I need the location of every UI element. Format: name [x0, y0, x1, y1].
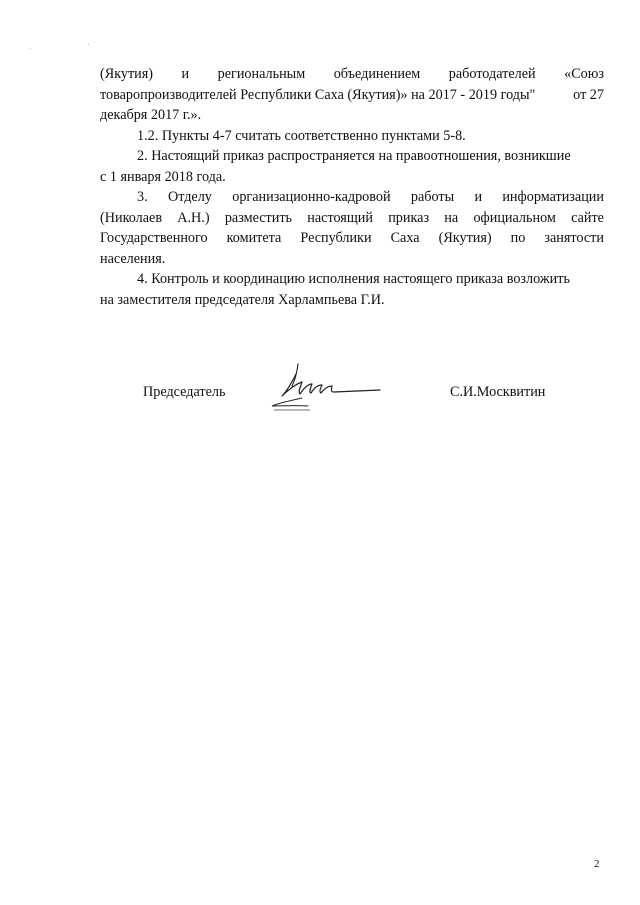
signatory-name: С.И.Москвитин — [450, 384, 546, 400]
word: (Якутия) — [100, 66, 154, 82]
text-line: декабря 2017 г.». — [100, 107, 202, 123]
word: Государственного — [100, 230, 208, 246]
word: А.Н.) — [177, 209, 210, 226]
document-body — [100, 64, 604, 310]
word: объединением — [333, 66, 421, 82]
word: региональным — [217, 66, 306, 82]
word: на — [444, 209, 459, 226]
word: официальном — [473, 209, 556, 226]
text-line — [100, 187, 604, 208]
text-line: населения. — [100, 250, 166, 267]
word: и — [181, 66, 190, 82]
text-line: 2. Настоящий приказ распространяется на правоотношения, возникшие — [137, 148, 571, 164]
word: комитета — [226, 230, 282, 246]
word: сайте — [571, 209, 604, 226]
word: по — [510, 230, 526, 246]
text-segment: от 27 — [573, 86, 604, 103]
word: работодателей — [448, 66, 536, 82]
word: настоящий — [307, 209, 373, 226]
signatory-title: Председатель — [143, 384, 226, 400]
word: Республики — [300, 230, 372, 246]
word: работы — [410, 189, 455, 205]
word: Саха — [390, 230, 420, 246]
text-line: на заместителя председателя Харлампьева Г.И. — [100, 291, 385, 308]
text-line: с 1 января 2018 года. — [100, 168, 226, 185]
word: приказ — [388, 209, 430, 226]
text-line — [100, 208, 604, 229]
word: (Николаев — [100, 209, 163, 226]
word: и — [474, 189, 483, 205]
text-line — [100, 85, 604, 106]
signature-block — [0, 356, 640, 416]
word: информатизации — [502, 189, 604, 205]
handwritten-signature — [262, 356, 382, 414]
text-line — [100, 228, 604, 249]
scan-specks — [30, 40, 110, 60]
word: (Якутия) — [438, 230, 492, 246]
text-line: 1.2. Пункты 4-7 считать соответственно пунктами 5-8. — [137, 127, 466, 144]
word: «Союз — [564, 66, 604, 82]
word: организационно-кадровой — [232, 189, 391, 205]
word: разместить — [224, 209, 293, 226]
page-number: 2 — [594, 858, 600, 870]
word: занятости — [544, 230, 604, 246]
word: 3. — [137, 189, 148, 205]
text-line: 4. Контроль и координацию исполнения настоящего приказа возложить — [137, 271, 570, 287]
text-line — [100, 64, 604, 85]
word: Отделу — [167, 189, 212, 205]
text-segment: товаропроизводителей Республики Саха (Якутия)» на 2017 - 2019 годы" — [100, 86, 536, 103]
